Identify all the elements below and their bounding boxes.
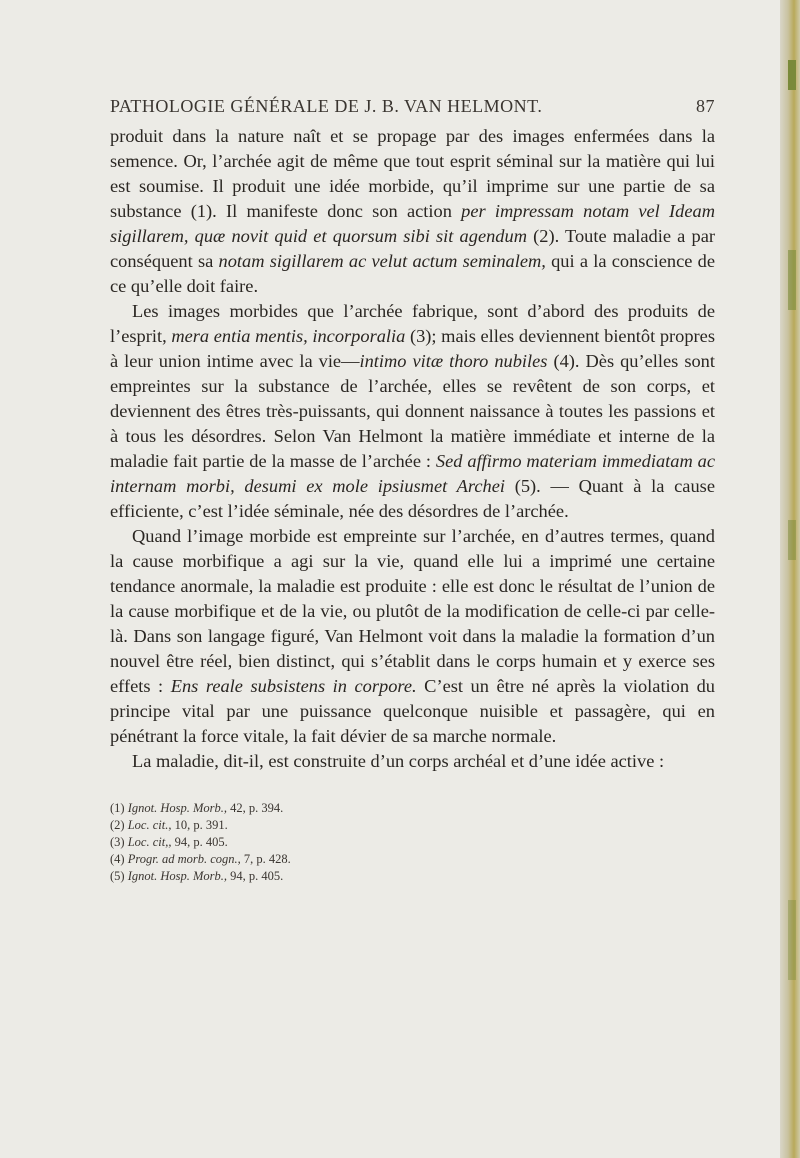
text-run: produit dans la nature naît et se propage par des images enfermées dans la semence. Or, l’archée agit de même que tout esprit séminal sur la matière qui lui est soumise. Il produit une idée morbide, qu’il imprime sur une partie de sa substance (1). Il manifeste donc son action bbox=[110, 126, 715, 221]
text-run: (4). Dès qu’elles sont empreintes sur la substance de l’archée, elles se revêtent de son corps, et deviennent des êtres très-puissants, qui donnent naissance à toutes les passions et à tous les désordres. Selon Van Helmont la matière immédiate et interne de la maladie fait partie de la masse de l’archée : bbox=[110, 351, 715, 471]
text-run: Quand l’image morbide est empreinte sur l’archée, en d’autres termes, quand la cause morbifique a agi sur la vie, quand elle lui a imprimé une certaine tendance anormale, la maladie est produite : elle est donc le résultat de l’union de la cause morbifique et de la vie, ou plutôt de la modification de celle-ci par celle-là. Dans son langage figuré, Van Helmont voit dans la maladie la formation d’un nouvel être réel, bien distinct, qui s’établit dans le corps humain et y exerce ses effets : bbox=[110, 526, 715, 696]
footnote-ref: 94, p. 405. bbox=[227, 869, 284, 883]
footnote bbox=[110, 868, 510, 885]
latin-quote: per impressam notam vel Ideam sigillarem, quæ novit quid et quorsum sibi sit agendum bbox=[110, 201, 715, 246]
footnote-ref: 10, p. 391. bbox=[171, 818, 228, 832]
footnote bbox=[110, 851, 510, 868]
footnote-ref: 7, p. 428. bbox=[240, 852, 291, 866]
footnote-mark: (4) bbox=[110, 852, 128, 866]
latin-quote: Sed affirmo materiam immediatam ac internam morbi, desumi ex mole ipsiusmet Archei bbox=[110, 451, 715, 496]
paragraph bbox=[110, 299, 715, 524]
page-number: 87 bbox=[696, 96, 715, 116]
footnote-source: Ignot. Hosp. Morb., bbox=[127, 801, 228, 815]
footnote-mark: (2) bbox=[110, 818, 128, 832]
latin-quote: notam sigillarem ac velut actum seminalem, bbox=[218, 251, 546, 271]
footnote bbox=[110, 817, 510, 834]
text-run: (5). — Quant à la cause efficiente, c’est l’idée séminale, née des désordres de l’archée. bbox=[110, 476, 715, 521]
footnote-source: Progr. ad morb. cogn., bbox=[127, 852, 241, 866]
latin-quote: intimo vitæ thoro nubiles bbox=[359, 351, 548, 371]
footnote bbox=[110, 800, 510, 817]
latin-quote: mera entia mentis, incorporalia bbox=[171, 326, 406, 346]
running-title: PATHOLOGIE GÉNÉRALE DE J. B. VAN HELMONT. bbox=[110, 96, 543, 116]
footnote-mark: (1) bbox=[110, 801, 128, 815]
text-run: (2). Toute maladie a par conséquent sa bbox=[110, 226, 715, 271]
text-run: qui a la conscience de ce qu’elle doit faire. bbox=[110, 251, 715, 296]
body-text bbox=[110, 124, 715, 774]
text-run: La maladie, dit-il, est construite d’un corps archéal et d’une idée active : bbox=[132, 751, 665, 771]
latin-quote: Ens reale subsistens in corpore. bbox=[170, 676, 417, 696]
text-run: Les images morbides que l’archée fabrique, sont d’abord des produits de l’esprit, bbox=[110, 301, 715, 346]
page-edge bbox=[780, 0, 800, 1158]
footnotes bbox=[110, 800, 510, 885]
footnote bbox=[110, 834, 510, 851]
text-run: (3); mais elles deviennent bientôt propres à leur union intime avec la vie— bbox=[110, 326, 715, 371]
paragraph bbox=[110, 524, 715, 749]
text-run: C’est un être né après la violation du principe vital par une puissance quelconque nuisible et passagère, qui en pénétrant la force vitale, la fait dévier de sa marche normale. bbox=[110, 676, 715, 746]
footnote-mark: (5) bbox=[110, 869, 128, 883]
footnote-ref: 94, p. 405. bbox=[171, 835, 228, 849]
footnote-source: Loc. cit., bbox=[127, 818, 172, 832]
footnote-mark: (3) bbox=[110, 835, 128, 849]
footnote-source: Loc. cit,, bbox=[127, 835, 172, 849]
paragraph bbox=[110, 124, 715, 299]
footnote-source: Ignot. Hosp. Morb., bbox=[127, 869, 228, 883]
paragraph bbox=[110, 749, 715, 774]
footnote-ref: 42, p. 394. bbox=[227, 801, 284, 815]
